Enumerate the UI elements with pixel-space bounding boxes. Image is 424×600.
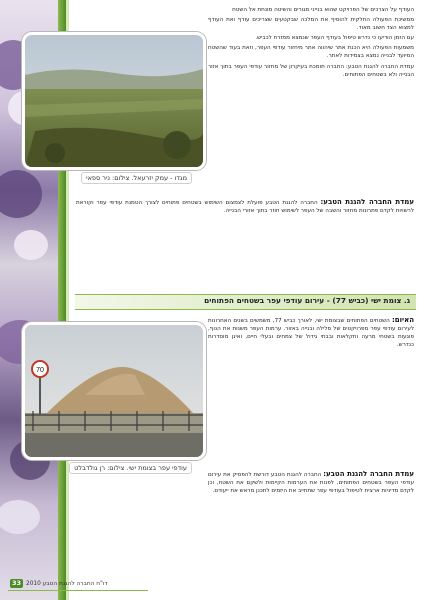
section-title: ג. צומת ישי (כביש 77) - עירום עודפי עפר בשטחים הפתוחים [204,296,410,305]
top-paragraph-3: עם הזמן הודיעו כי נדרש טיפול בעודף העפר שנמצא ממזרח לכביש. [255,35,414,42]
position-text-column [208,470,414,497]
mid-text-block [76,198,414,217]
top-text-column [208,6,414,81]
position-text: החברה להגנת הטבע דורשת להפסיק את עירום עודפי העפר בשטחים הפתוחים, לפנות את הערמות הקיימות ולשקם את השטח, וכן לקדם מדיניות ארצית לטיפול בעודפי עפר שתחייב את היזמים לתכנן מראש את ייעודם. [208,472,414,495]
photo-yishai-junction [22,322,206,460]
photo-yishai-caption: עודפי עפר בצומת ישי. צילום: רן גולדבלט [69,462,192,474]
mid-heading: עמדת החברה להגנת הטבע: [320,198,414,206]
photo-yishai-image [25,325,203,457]
photo-megiddo-image [25,35,203,167]
top-paragraph-4: משמעות הפעולה היא הכנת אתר שיהווה אתר מיחזור עודפי העפר, וזאת בעוד שהשטח המיועד לבנייה נמצא בצמידות לאתר. [208,45,414,60]
photo-megiddo-caption: מגדו - עמק יזרעאל. צילום: ניר ספאי [81,172,192,184]
footer-text: דו"ח החברה להגנת הטבע 2010 [26,580,108,587]
footer-divider [8,590,148,591]
section-header-bar [75,294,416,310]
mid-text: החברה להגנת הטבע פועלת לצמצום השימוש בשטחים פתוחים לצורך הטמנת עודפי עפר וקוראת לרשויות לקדם פתרונות מחזור והשבה של העפר לשימוש חוזר בתוך אזורי הבנייה. [76,200,414,215]
threat-text: השטחים הפתוחים שבצומת ישי, לאורך כביש 77, משמשים בשנים האחרונות לעירום עודפי עפר מפרויקטים של סלילה ובנייה באזור. ערמות העפר משנות את הנוף, פוגעות בשטחי מרעה וחקלאות ובבתי גידול של צמחים ובעלי חיים, ואינן מוסדרות כנדרש. [208,318,414,349]
page-number: 33 [12,579,22,587]
threat-text-column [208,316,414,351]
photo-megiddo [22,32,206,170]
top-paragraph-1: העודף על הצרכים של הפרויקט שהוא בנייני מגורים והשיטה מונחת אל השטח [232,7,414,13]
page-footer [10,579,108,588]
speed-sign-number: 70 [36,367,44,374]
threat-heading: האיום: [391,316,415,324]
position-heading: עמדת החברה להגנת הטבע: [323,470,414,478]
top-paragraph-2: ממשיכת הפעולה החלקית להוסיף את המלכה שבקטעים שצריכים עודף ואת העודף למצוא הצד חשוב מאוד. [208,17,414,32]
top-paragraph-5: עמדת החברה להגנת הטבע: החברה תומכת בעיקרון של מחזור עודפי העפר בתוך אזור הבנייה ולא בשטחים הפתוחים. [208,63,414,78]
